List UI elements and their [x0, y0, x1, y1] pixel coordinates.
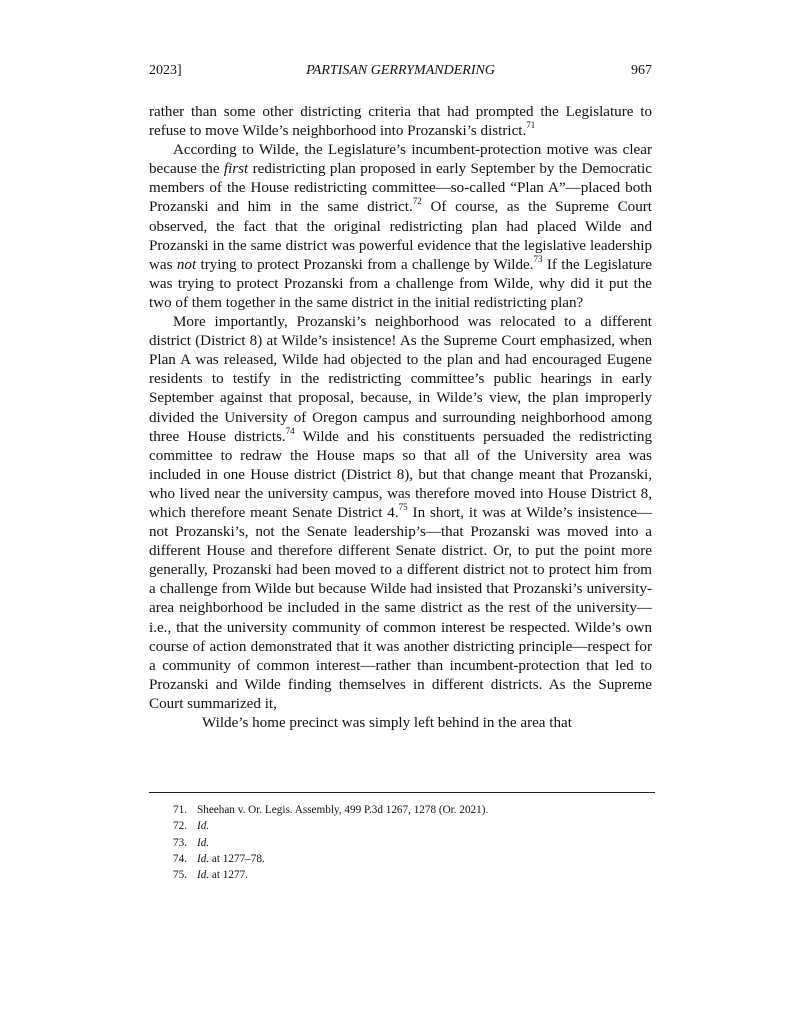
header-title: PARTISAN GERRYMANDERING [306, 63, 495, 78]
header-year: 2023] [149, 63, 182, 78]
footnote-divider [149, 792, 655, 793]
page-number: 967 [631, 63, 652, 78]
footnote-number: 74. [173, 852, 187, 865]
footnote-id: Id. [197, 820, 210, 833]
p1-text: rather than some other districting criteria that had prompted the Legislature to refuse to move Wilde’s neighborhood into Prozanski’s district. [149, 104, 652, 140]
footnote-id: Id. [197, 869, 210, 882]
p2-text-b: redistricting plan proposed in early September by the Democratic members of the House redistricting committee—so-called “Plan A”—placed both Prozanski and him in the same district. [149, 161, 652, 216]
p3-text-c: In short, it was at Wilde’s insistence—not Prozanski’s, not the Senate leadership’s—that Prozanski was moved into a different House and therefore different Senate district. Or, to put the point more generally, Prozanski had been moved to a different district not to protect him from a challenge from Wilde but because Wilde had insisted that Prozanski’s university-area neighborhood be included in the same district as the rest of the university—i.e., that the university community of common interest be respected. Wilde’s own course of action demonstrated that it was another districting principle—respect for a community of common interest—rather than incumbent-protection that led to Prozanski and Wilde finding themselves in different districts. As the Supreme Court summarized it, [149, 504, 652, 712]
p2-text-d: trying to protect Prozanski from a challenge by Wilde. [196, 256, 534, 273]
p3-text-a: More importantly, Prozanski’s neighborhood was relocated to a different district (District 8) at Wilde’s insistence! As the Supreme Court emphasized, when Plan A was released, Wilde had objected to the plan and had encouraged Eugene residents to testify in the redistricting committee’s public hearings in early September against that proposal, because, in Wilde’s view, the plan improperly divided the University of Oregon campus and surrounding neighborhood among three House districts. [149, 314, 652, 445]
paragraph-3 [149, 313, 652, 714]
p2-emphasis-not: not [176, 256, 197, 273]
paragraph-1 [149, 103, 652, 141]
footnote-ref-74: 74 [285, 425, 295, 436]
p2-text-e: If the Legislature was trying to protect Prozanski from a challenge from Wilde, why did it put the two of them together in the same district in the initial redistricting plan? [149, 256, 652, 311]
footnote-text: Sheehan v. Or. Legis. Assembly, 499 P.3d 1267, 1278 (Or. 2021). [197, 804, 489, 816]
footnote-74 [173, 851, 653, 867]
footnote-ref-75: 75 [398, 501, 408, 512]
p2-text-a: According to Wilde, the Legislature’s incumbent-protection motive was clear because the [149, 142, 652, 178]
footnote-72 [173, 818, 653, 834]
p2-emphasis-first: first [223, 161, 249, 178]
p3-text-b: Wilde and his constituents persuaded the redistricting committee to redraw the House maps so that all of the University area was included in one House district (District 8), but that change meant that Prozanski, who lived near the university campus, was therefore moved into House District 8, which therefore meant Senate District 4. [149, 428, 652, 521]
paragraph-2 [149, 141, 652, 313]
footnote-ref-73: 73 [533, 253, 543, 264]
footnote-id: Id. [197, 852, 210, 865]
footnote-number: 73. [173, 836, 187, 849]
footnote-number: 75. [173, 869, 187, 882]
footnotes [173, 802, 653, 883]
footnote-pin-cite: at 1277. [209, 869, 248, 882]
p2-text-c: Of course, as the Supreme Court observed, the fact that the original redistricting plan had placed Wilde and Prozanski in the same district was powerful evidence that the legislative leadership was [149, 199, 652, 273]
main-text [149, 103, 652, 733]
footnote-id: Id. [197, 836, 210, 849]
running-header [149, 63, 652, 81]
footnote-number: 72. [173, 820, 187, 833]
footnote-number: 71. [173, 804, 187, 816]
footnote-71 [173, 802, 653, 818]
footnote-ref-71: 71 [526, 120, 536, 131]
footnote-75 [173, 867, 653, 883]
footnote-73 [173, 835, 653, 851]
footnote-ref-72: 72 [412, 196, 422, 207]
footnote-pin-cite: at 1277–78. [209, 852, 265, 865]
block-quote: Wilde’s home precinct was simply left behind in the area that [202, 715, 572, 731]
